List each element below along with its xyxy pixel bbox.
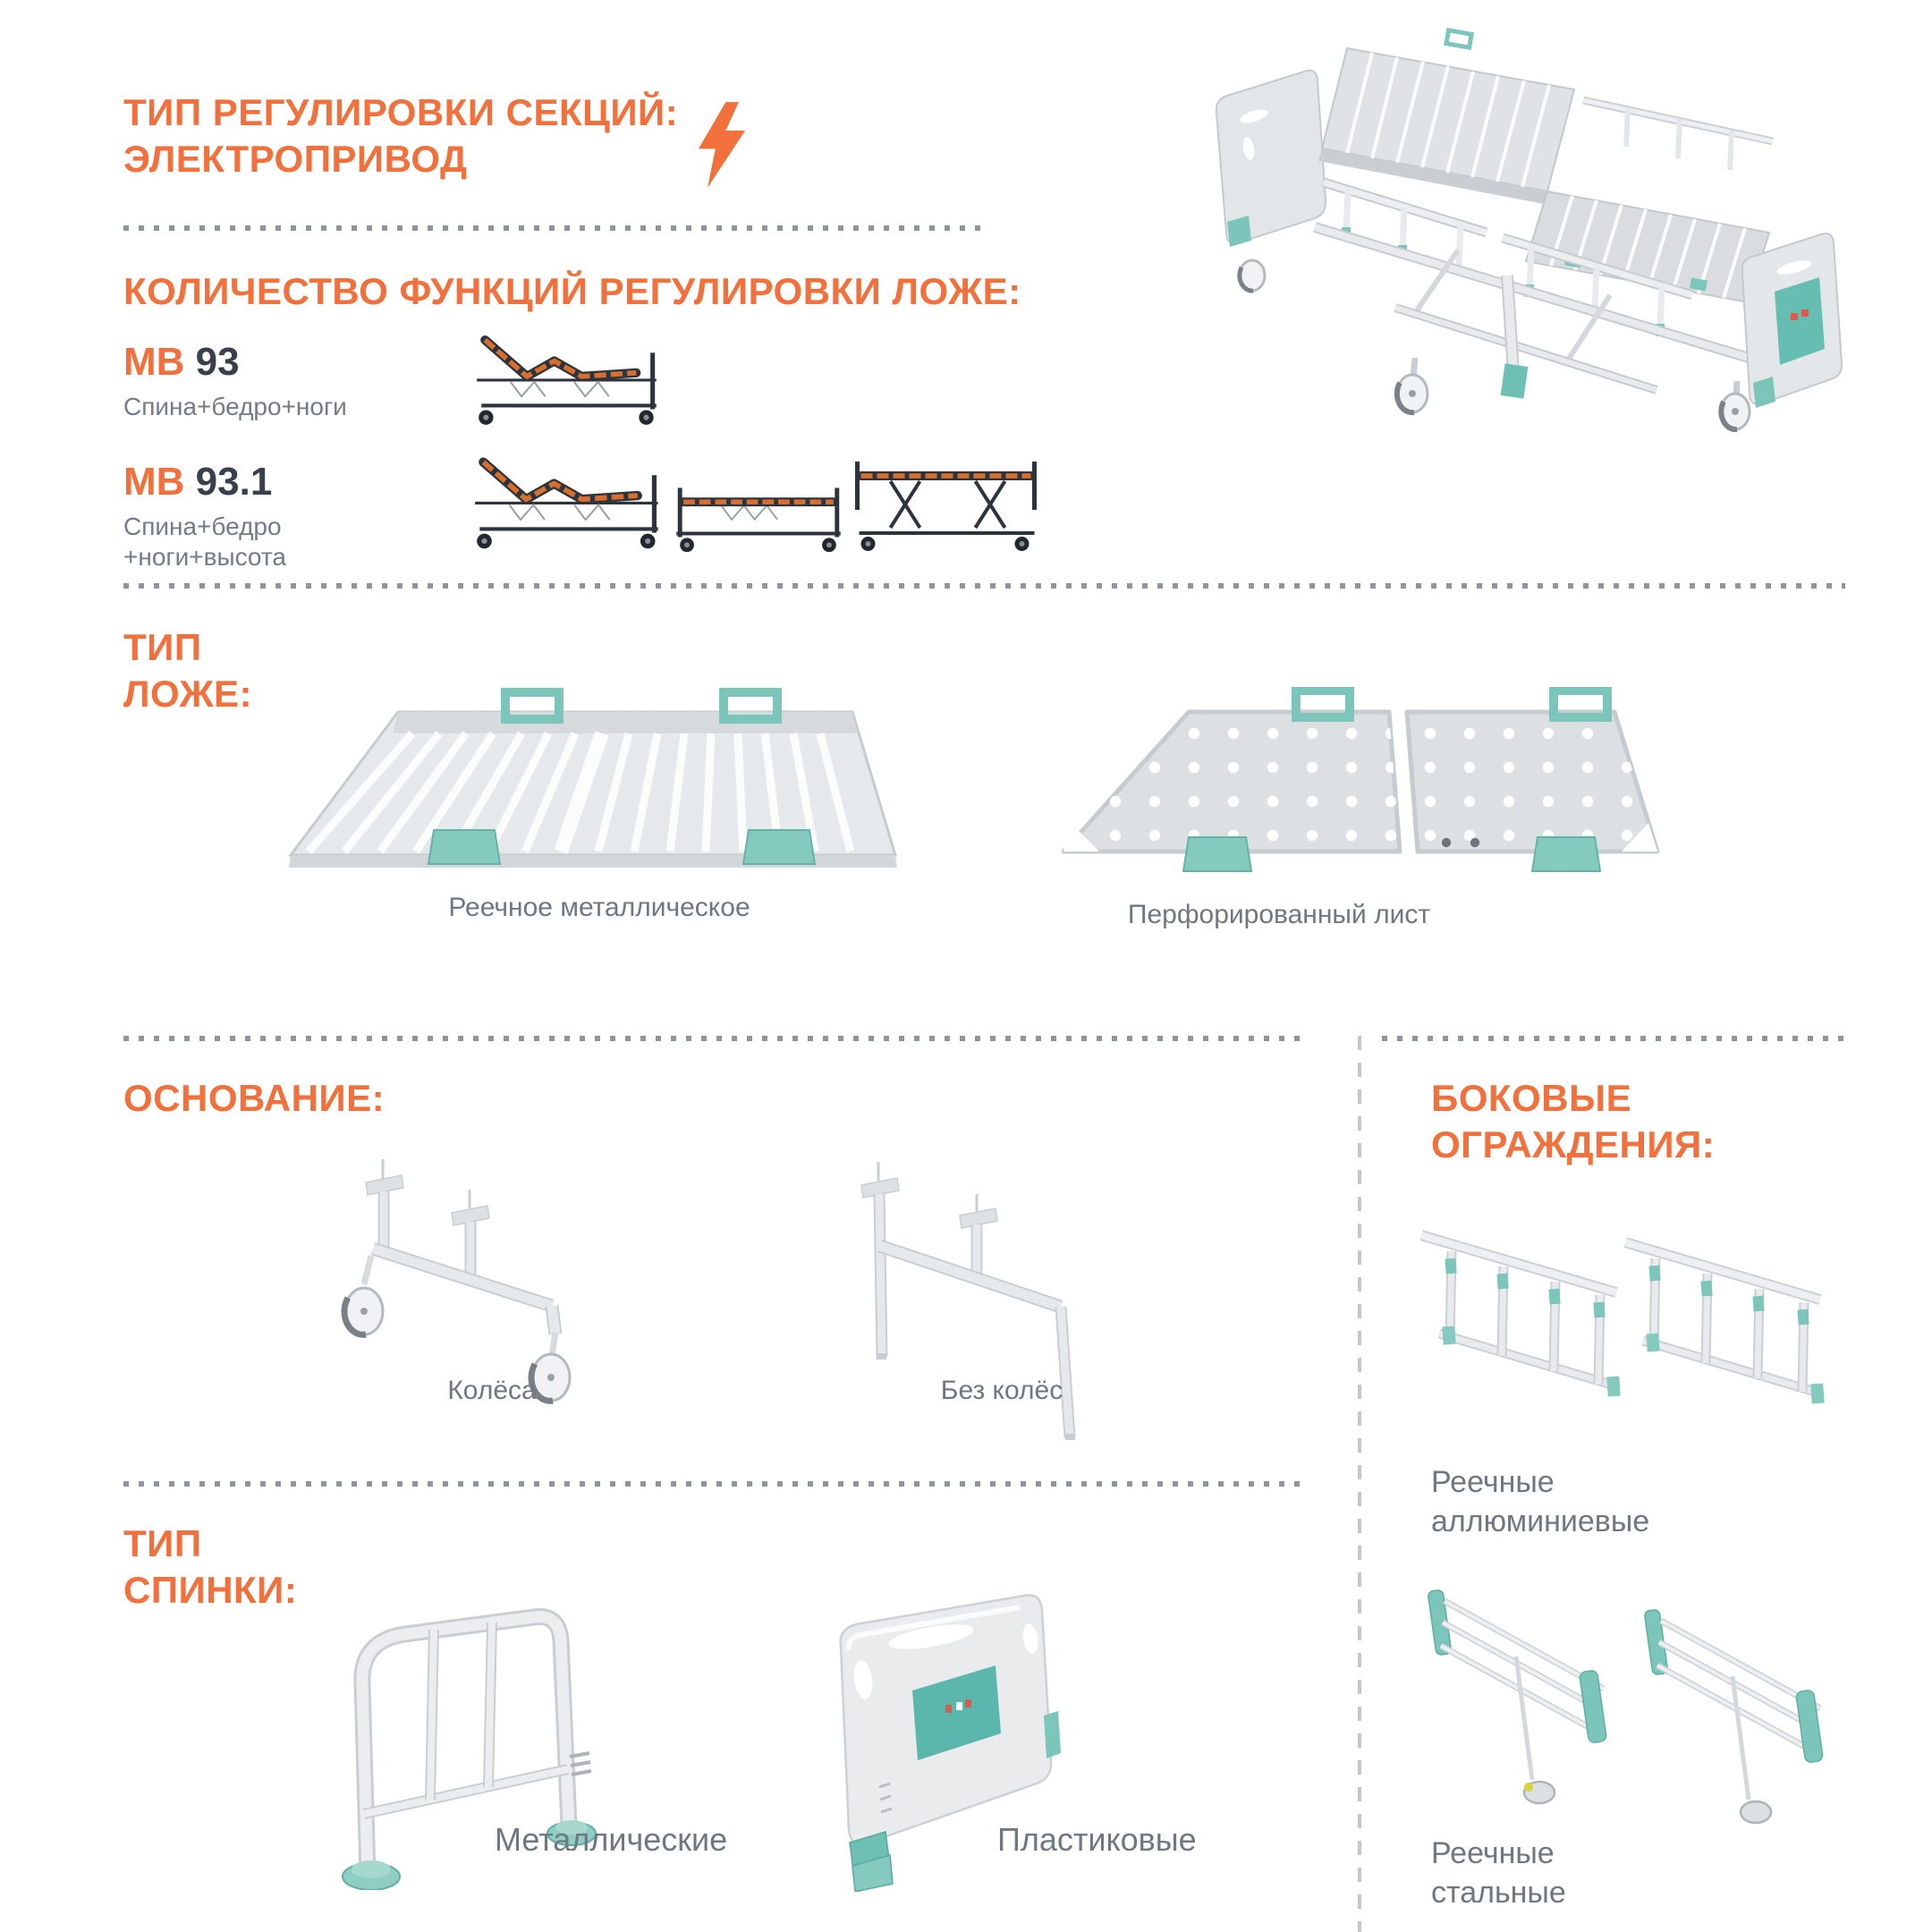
platform-slatted-metal-image xyxy=(255,687,944,894)
divider-functions xyxy=(123,583,1845,589)
diagram-93-1-articulated xyxy=(472,454,667,557)
base-heading: ОСНОВАНИЕ: xyxy=(123,1077,386,1119)
diagram-93-1-flat-low xyxy=(673,465,844,557)
base-no-wheels-caption: Без колёс xyxy=(940,1376,1063,1405)
model-93-1-name xyxy=(123,460,272,504)
divider-vertical xyxy=(1358,1036,1361,1932)
divider-backrest xyxy=(123,1481,1309,1487)
model-93-1-number: 93.1 xyxy=(195,460,273,504)
model-93-number: 93 xyxy=(195,340,240,384)
drive-type-heading xyxy=(123,89,714,182)
backrest-metal-caption: Металлические xyxy=(495,1821,728,1858)
model-93-prefix: МВ xyxy=(123,340,185,384)
side-rails-heading: БОКОВЫЕ ОГРАЖДЕНИЯ: xyxy=(1431,1077,1716,1166)
platform-slatted-metal-caption: Реечное металлическое xyxy=(448,893,750,922)
base-wheels-caption: Колёса xyxy=(447,1376,537,1405)
functions-heading: КОЛИЧЕСТВО ФУНКЦИЙ РЕГУЛИРОВКИ ЛОЖЕ: xyxy=(123,270,1021,312)
side-rails-steel-caption: Реечные стальные xyxy=(1431,1836,1566,1911)
lightning-icon xyxy=(696,100,748,190)
side-rails-aluminum-caption: Реечные аллюминиевые xyxy=(1431,1465,1650,1539)
bed-platform-heading: ТИП ЛОЖЕ: xyxy=(123,626,253,716)
divider-top xyxy=(123,225,987,231)
model-93-1-prefix: МВ xyxy=(123,460,185,504)
model-93-description: Спина+бедро+ноги xyxy=(123,393,347,420)
drive-type-heading-line1: ТИП РЕГУЛИРОВКИ СЕКЦИЙ: xyxy=(123,91,679,133)
model-93-name xyxy=(123,340,240,385)
drive-type-heading-line2: ЭЛЕКТРОПРИВОД xyxy=(123,138,468,181)
base-wheels-image xyxy=(326,1143,653,1407)
backrest-heading: ТИП СПИНКИ: xyxy=(123,1522,298,1612)
diagram-93-1-flat-high xyxy=(848,454,1045,557)
backrest-plastic-caption: Пластиковые xyxy=(997,1821,1197,1858)
divider-base xyxy=(123,1036,1309,1041)
model-93-1-description: Спина+бедро +ноги+высота xyxy=(123,513,286,571)
divider-side-rails xyxy=(1382,1036,1847,1041)
platform-perforated-caption: Перфорированный лист xyxy=(1127,900,1431,929)
hospital-bed-render xyxy=(1190,7,1852,436)
side-rails-aluminum-image xyxy=(1409,1176,1847,1445)
platform-perforated-image xyxy=(1024,687,1775,894)
side-rails-steel-image xyxy=(1409,1556,1856,1834)
diagram-93-articulated xyxy=(472,333,667,433)
